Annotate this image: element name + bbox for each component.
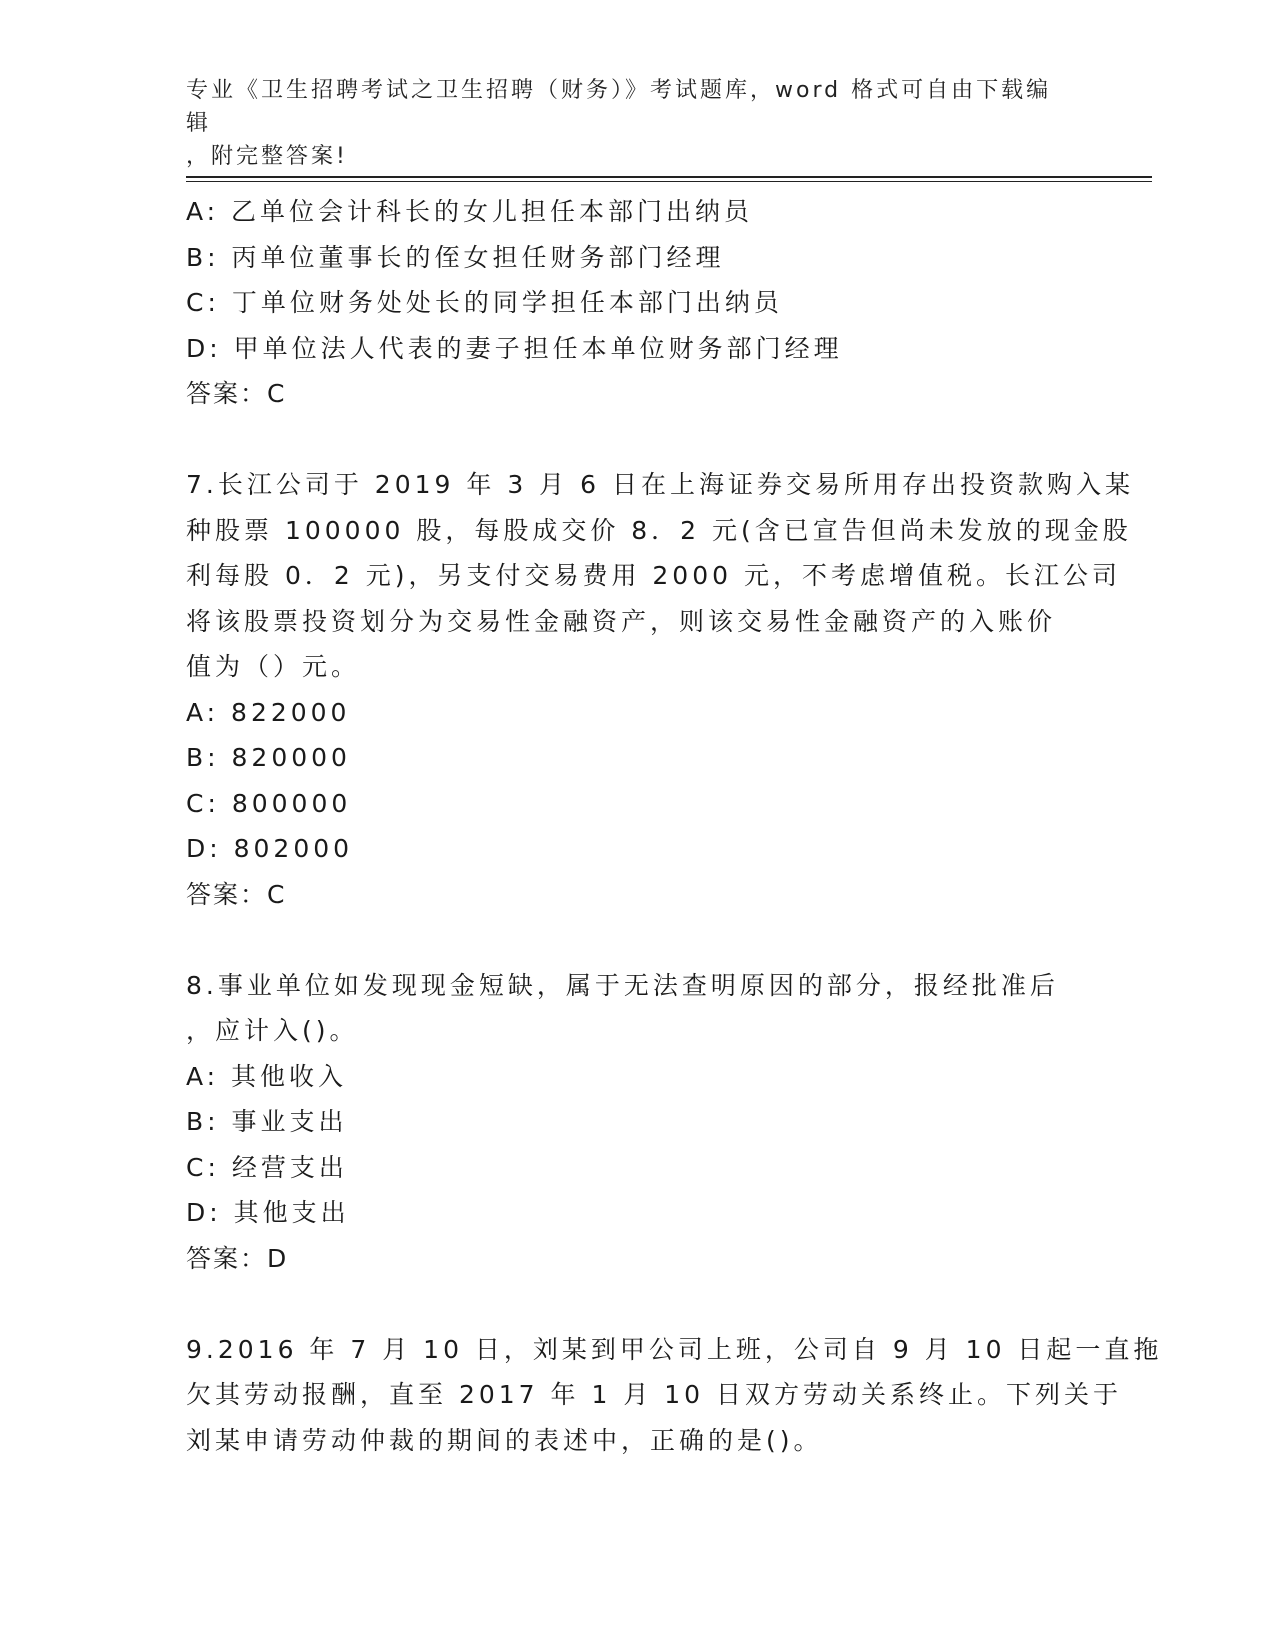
- question-gap: [186, 1281, 1086, 1327]
- header-line-2: ，附完整答案!: [186, 144, 348, 169]
- answer-line: 答案：C: [186, 379, 287, 408]
- answer-line: 答案：D: [186, 1243, 289, 1273]
- answer-line: 答案：C: [186, 879, 287, 909]
- question-content: [186, 189, 1163, 1463]
- question-text-line: 种股票 100000 股，每股成交价 8．2 元(含已宣告但尚未发放的现金股: [186, 515, 1132, 545]
- question-gap: [186, 917, 1086, 963]
- header-rule-thin: [186, 181, 1152, 182]
- option-a: A: 乙单位会计科长的女儿担任本部门出纳员: [186, 197, 754, 226]
- question-text-line: 8.事业单位如发现现金短缺，属于无法查明原因的部分，报经批准后: [186, 970, 1059, 1000]
- question-text-line: ，应计入()。: [186, 1016, 359, 1045]
- option-c: C: 丁单位财务处处长的同学担任本部门出纳员: [186, 288, 783, 317]
- question-text-line: 7.长江公司于 2019 年 3 月 6 日在上海证券交易所用存出投资款购入某: [186, 470, 1134, 499]
- question-8: [186, 963, 1086, 1282]
- option-b: B: 丙单位董事长的侄女担任财务部门经理: [186, 242, 725, 272]
- option-a: A: 822000: [186, 697, 351, 727]
- question-text-line: 9.2016 年 7 月 10 日，刘某到甲公司上班，公司自 9 月 10 日起一直拖: [186, 1334, 1163, 1364]
- question-7: [186, 462, 1134, 917]
- option-c: C: 800000: [186, 788, 352, 818]
- header-line-1: 专业《卫生招聘考试之卫生招聘（财务）》考试题库，word 格式可自由下载编辑: [186, 78, 1052, 136]
- option-b: B: 820000: [186, 743, 351, 772]
- option-d: D: 其他支出: [186, 1198, 350, 1227]
- option-d: D: 甲单位法人代表的妻子担任本单位财务部门经理: [186, 333, 843, 363]
- document-header: [186, 74, 1066, 173]
- header-rule-thick: [186, 176, 1152, 178]
- option-b: B: 事业支出: [186, 1107, 348, 1136]
- question-6-options: [186, 189, 1086, 417]
- question-text-line: 值为（）元。: [186, 652, 361, 681]
- question-text-line: 刘某申请劳动仲裁的期间的表述中，正确的是()。: [186, 1425, 823, 1455]
- question-text-line: 将该股票投资划分为交易性金融资产，则该交易性金融资产的入账价: [186, 606, 1057, 636]
- option-a: A: 其他收入: [186, 1061, 348, 1091]
- question-text-line: 欠其劳动报酬，直至 2017 年 1 月 10 日双方劳动关系终止。下列关于: [186, 1380, 1123, 1409]
- question-gap: [186, 417, 1086, 463]
- question-9: [186, 1327, 1163, 1464]
- option-d: D: 802000: [186, 834, 354, 863]
- question-text-line: 利每股 0．2 元)，另支付交易费用 2000 元，不考虑增值税。长江公司: [186, 561, 1121, 590]
- option-c: C: 经营支出: [186, 1152, 348, 1182]
